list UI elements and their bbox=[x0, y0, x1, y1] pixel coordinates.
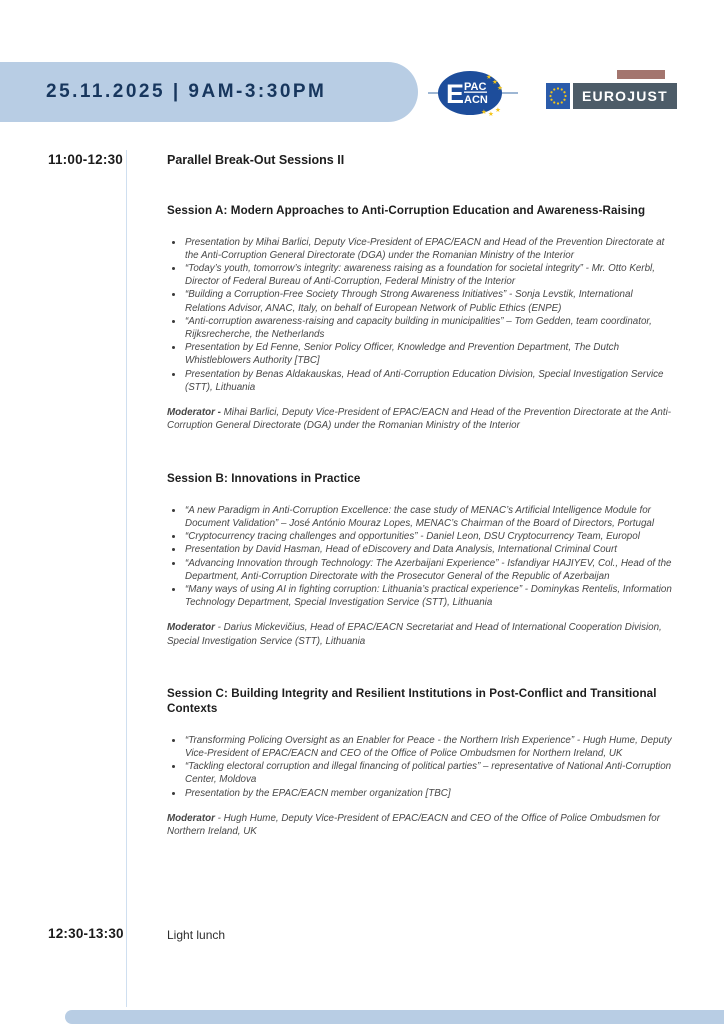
bullet-item: • “Advancing Innovation through Technology: The Azerbaijani Experience” - Isfandiyar HAJIYEV, Col., Head of the Department, Anti-Corruption Directorate with the Prosecutor General of the Republic of Azerbaijan bbox=[184, 557, 674, 583]
moderator-text: - Darius Mickevičius, Head of EPAC/EACN Secretariat and Head of International Cooperation Division, Special Investigation Service (STT), Lithuania bbox=[167, 622, 662, 647]
session-b bbox=[167, 471, 674, 648]
svg-text:E: E bbox=[446, 79, 465, 109]
session-b-heading: Session B: Innovations in Practice bbox=[167, 472, 361, 486]
epac-eacn-logo-icon bbox=[428, 66, 518, 120]
lunch-label: Light lunch bbox=[167, 928, 226, 942]
bullet-item: • Presentation by Benas Aldakauskas, Head of Anti-Corruption Education Division, Special Investigation Service (STT), Lithuania bbox=[184, 368, 674, 394]
moderator-text: - Hugh Hume, Deputy Vice-President of EPAC/EACN and CEO of the Office of Police Ombudsmen for Northern Ireland, UK bbox=[167, 812, 660, 838]
svg-text:★: ★ bbox=[495, 107, 501, 114]
session-a-bullets bbox=[167, 236, 674, 394]
svg-text:PAC: PAC bbox=[464, 81, 487, 93]
eurojust-accent-bar bbox=[617, 70, 665, 79]
bullet-item: • “A new Paradigm in Anti-Corruption Excellence: the case study of MENAC’s Artificial Intelligence Module for Document Validation” – José António Mouraz Lopes, MENAC’s Chairman of the Board of Directors, Portugal bbox=[184, 504, 674, 530]
session-a bbox=[167, 203, 674, 432]
bullet-item: • Presentation by Ed Fenne, Senior Policy Officer, Knowledge and Prevention Department, The Dutch Whistleblowers Authority [TBC] bbox=[184, 341, 674, 367]
date-time-label: 25.11.2025 | 9AM-3:30PM bbox=[46, 81, 327, 102]
session-a-heading: Session A: Modern Approaches to Anti-Corruption Education and Awareness-Raising bbox=[167, 204, 646, 217]
bullet-item: • “Building a Corruption-Free Society Through Strong Awareness Initiatives” - Sonja Levstik, International Relations Advisor, ANAC, Italy, on behalf of European Network of Public Ethics (ENPE) bbox=[184, 288, 674, 314]
session-c-heading: Session C: Building Integrity and Resilient Institutions in Post-Conflict and Transitional Contexts bbox=[167, 686, 657, 716]
svg-text:★: ★ bbox=[488, 111, 494, 118]
epac-eacn-logo bbox=[428, 66, 518, 120]
moderator-label: Moderator bbox=[167, 812, 215, 824]
bullet-item: • “Cryptocurrency tracing challenges and opportunities” - Daniel Leon, DSU Cryptocurrency Team, Europol bbox=[184, 530, 674, 543]
sessions-content bbox=[167, 152, 674, 838]
eu-flag-icon bbox=[546, 83, 570, 109]
time-label: 12:30-13:30 bbox=[48, 926, 124, 941]
bullet-item: • “Transforming Policing Oversight as an Enabler for Peace - the Northern Irish Experience” - Hugh Hume, Deputy Vice-President of EPAC/EACN and CEO of the Office of Police Ombudsmen for Northern Ireland, UK bbox=[184, 734, 674, 760]
session-b-bullets bbox=[167, 504, 674, 610]
moderator-label: Moderator bbox=[167, 622, 215, 634]
footer-accent-bar bbox=[65, 1010, 724, 1024]
lunch-content bbox=[167, 926, 674, 944]
svg-text:★: ★ bbox=[497, 85, 503, 92]
session-c-bullets bbox=[167, 734, 674, 800]
bullet-item: • “Today’s youth, tomorrow’s integrity: awareness raising as a foundation for societal integrity” - Mr. Otto Kerbl, Director of Federal Bureau of Anti-Corruption, Federal Ministry of the Interior bbox=[184, 262, 674, 288]
bullet-item: • “Tackling electoral corruption and illegal financing of political parties” – representative of National Anti-Corruption Center, Moldova bbox=[184, 760, 674, 786]
bullet-item: • “Anti-corruption awareness-raising and capacity building in municipalities” – Tom Gedden, team coordinator, Rijksrecherche, the Netherlands bbox=[184, 315, 674, 341]
bullet-item: • Presentation by David Hasman, Head of eDiscovery and Data Analysis, International Criminal Court bbox=[184, 543, 674, 556]
session-b-moderator bbox=[167, 621, 674, 647]
date-banner bbox=[0, 62, 418, 122]
svg-text:★: ★ bbox=[492, 79, 498, 86]
block-title: Parallel Break-Out Sessions II bbox=[167, 153, 345, 167]
bullet-item: • “Many ways of using AI in fighting corruption: Lithuania’s practical experience” - Dominykas Rentelis, Information Technology Department, Special Investigation Service (STT), Lithuania bbox=[184, 583, 674, 609]
eurojust-wordmark: EUROJUST bbox=[573, 83, 677, 109]
bullet-item: • Presentation by the EPAC/EACN member organization [TBC] bbox=[184, 787, 674, 800]
eurojust-logo bbox=[546, 83, 677, 109]
time-label: 11:00-12:30 bbox=[48, 152, 124, 167]
svg-text:★: ★ bbox=[481, 109, 487, 116]
moderator-text: Mihai Barlici, Deputy Vice-President of EPAC/EACN and Head of the Prevention Directorate at the Anti-Corruption General Directorate (DGA) under the Romanian Ministry of the Interior bbox=[167, 406, 672, 432]
session-c bbox=[167, 686, 674, 838]
bullet-item: • Presentation by Mihai Barlici, Deputy Vice-President of EPAC/EACN and Head of the Prevention Directorate at the Anti-Corruption General Directorate (DGA) under the Romanian Ministry of the Interior bbox=[184, 236, 674, 262]
schedule-row-sessions bbox=[0, 152, 700, 838]
session-c-moderator bbox=[167, 812, 674, 838]
moderator-label: Moderator - bbox=[167, 406, 221, 418]
session-a-moderator bbox=[167, 406, 674, 432]
svg-text:ACN: ACN bbox=[464, 94, 488, 106]
svg-text:★: ★ bbox=[486, 74, 492, 81]
schedule-row-lunch bbox=[0, 926, 700, 944]
